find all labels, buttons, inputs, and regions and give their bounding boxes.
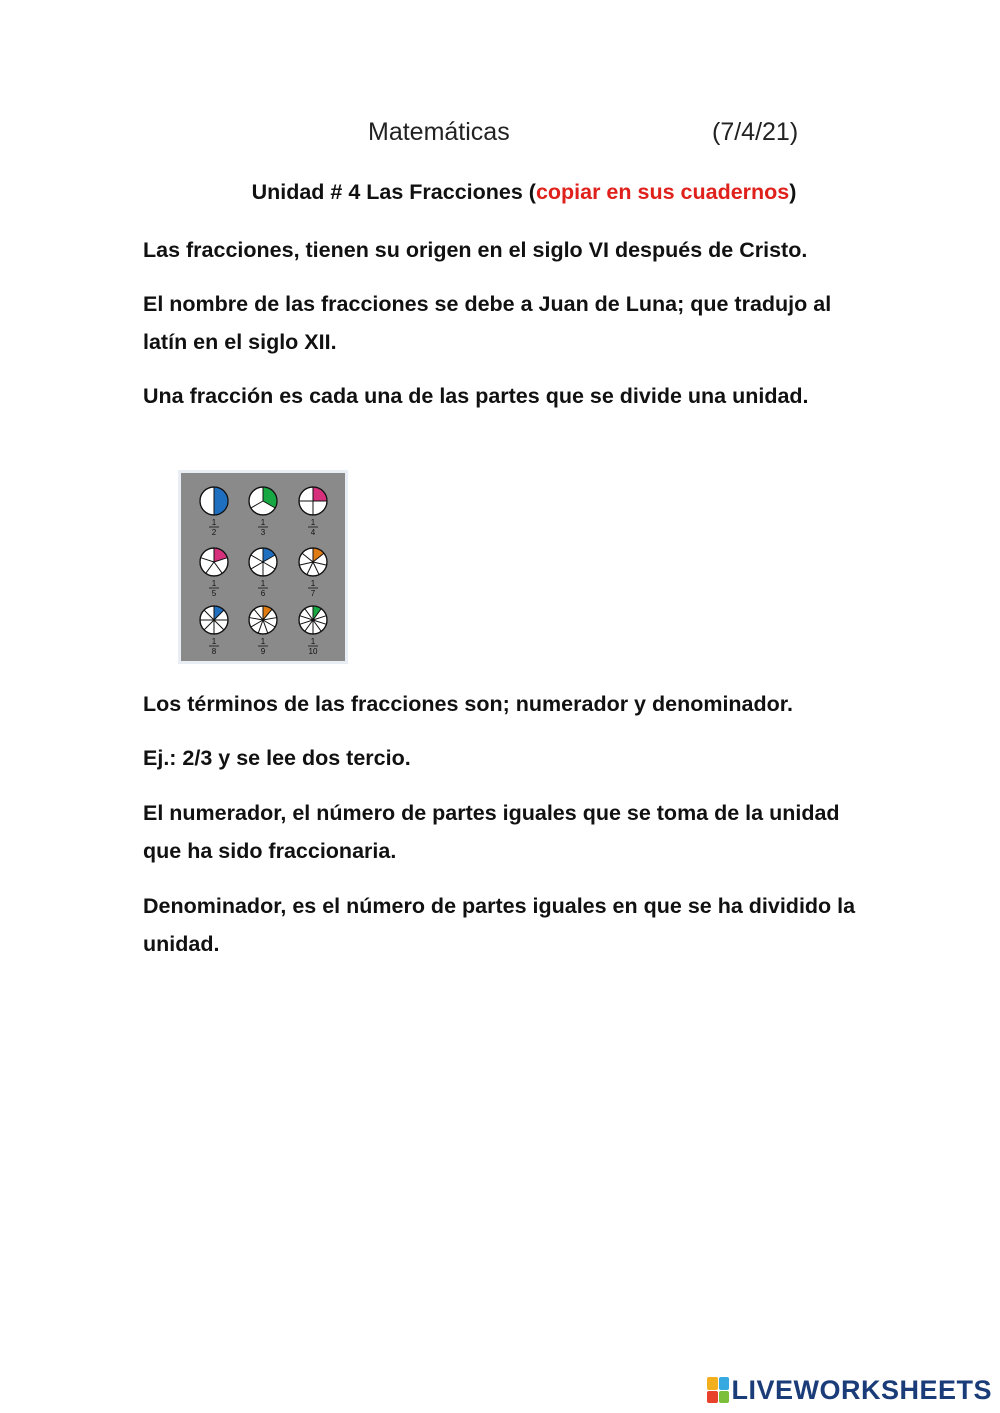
fraction-denominator: 2 — [211, 528, 217, 537]
brand-name: LIVEWORKSHEETS — [731, 1374, 992, 1405]
fraction-circles-graphic — [181, 473, 345, 661]
fraction-circle-5 — [200, 548, 228, 598]
paragraph-example: Ej.: 2/3 y se lee dos tercio. — [143, 746, 411, 770]
fraction-denominator: 7 — [310, 589, 316, 598]
fraction-denominator: 4 — [310, 528, 316, 537]
fraction-numerator: 1 — [260, 579, 266, 588]
fraction-numerator: 1 — [211, 579, 217, 588]
fraction-denominator: 3 — [260, 528, 266, 537]
fraction-denominator: 8 — [211, 647, 217, 656]
logo-square-1 — [707, 1377, 718, 1390]
fraction-denominator: 9 — [260, 647, 266, 656]
logo-square-3 — [707, 1391, 718, 1404]
paragraph-origin: Las fracciones, tienen su origen en el siglo VI después de Cristo. — [143, 238, 808, 262]
fraction-circle-3 — [249, 487, 277, 537]
fraction-numerator: 1 — [310, 637, 316, 646]
subject-title: Matemáticas — [368, 118, 510, 146]
unit-instruction: copiar en sus cuadernos — [535, 180, 790, 204]
fraction-numerator: 1 — [310, 579, 316, 588]
paragraph-terms: Los términos de las fracciones son; numerador y denominador. — [143, 692, 793, 716]
fraction-circle-4 — [299, 487, 327, 537]
fraction-denominator: 5 — [211, 589, 217, 598]
paragraph-definition: Una fracción es cada una de las partes que se divide una unidad. — [143, 384, 809, 408]
unit-title-prefix: Unidad # 4 Las Fracciones ( — [251, 180, 536, 204]
fraction-numerator: 1 — [260, 518, 266, 527]
shaded-slice — [214, 487, 228, 515]
fraction-numerator: 1 — [260, 637, 266, 646]
fraction-circle-2 — [200, 487, 228, 537]
fraction-denominator: 6 — [260, 589, 266, 598]
header — [0, 118, 1000, 158]
fraction-circle-6 — [249, 548, 277, 598]
unit-title — [0, 180, 1000, 205]
logo-square-2 — [719, 1377, 730, 1390]
unit-title-suffix: ) — [789, 180, 797, 204]
paragraph-denominator: Denominador, es el número de partes iguales en que se ha dividido la unidad. — [143, 894, 856, 956]
fraction-numerator: 1 — [310, 518, 316, 527]
liveworksheets-logo-icon — [707, 1377, 729, 1403]
fractions-figure-panel — [181, 473, 345, 661]
paragraph-name: El nombre de las fracciones se debe a Juan de Luna; que tradujo al latín en el siglo XII. — [143, 292, 832, 354]
liveworksheets-brand — [707, 1373, 992, 1407]
fraction-circle-7 — [299, 548, 327, 598]
date-label: (7/4/21) — [712, 118, 799, 146]
fraction-circle-9 — [249, 606, 277, 656]
fraction-denominator: 10 — [308, 647, 318, 656]
fractions-figure — [178, 470, 348, 664]
fraction-numerator: 1 — [211, 518, 217, 527]
fraction-numerator: 1 — [211, 637, 217, 646]
fraction-circle-8 — [200, 606, 228, 656]
fraction-circle-10 — [299, 606, 327, 656]
logo-square-4 — [719, 1391, 730, 1404]
paragraph-numerator: El numerador, el número de partes iguales que se toma de la unidad que ha sido fraccionaria. — [143, 801, 840, 863]
